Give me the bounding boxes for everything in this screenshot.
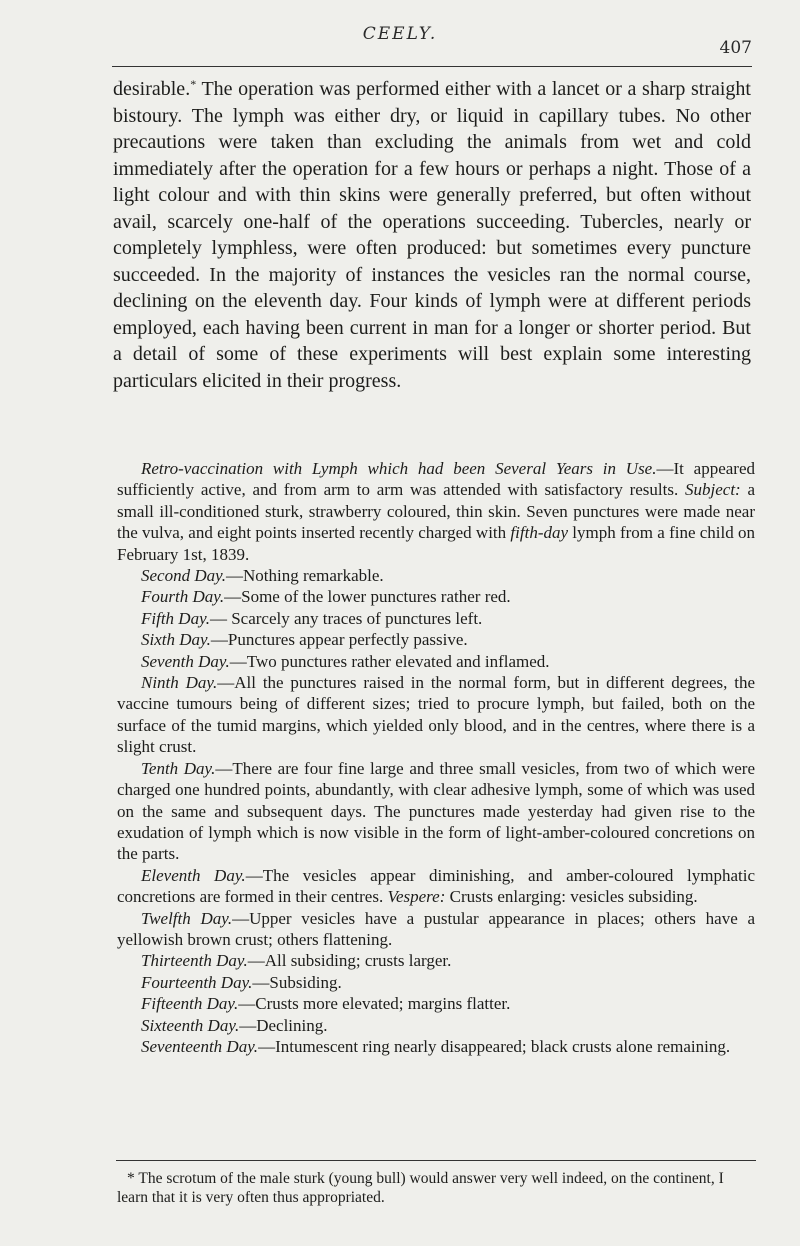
day-label: Seventh Day. bbox=[141, 651, 230, 671]
day-label: Seventeenth Day. bbox=[141, 1036, 259, 1056]
day-entry bbox=[117, 993, 755, 1014]
day-label: Second Day. bbox=[141, 566, 226, 586]
day-text: —Subsiding. bbox=[252, 972, 342, 992]
day-entry bbox=[117, 672, 755, 758]
experiment-intro-text: —It appeared sufficiently active, and from arm to arm was attended with satisfactory results. bbox=[117, 459, 755, 500]
day-text: —All the punctures raised in the normal form, but in different degrees, the vaccine tumours being of different sizes; tried to procure lymph, but failed, both on the surface of the tumid margins, which yielded only blood, and in the centres, where there is a slight crust. bbox=[117, 673, 755, 757]
experiment-intro bbox=[117, 458, 755, 565]
day-text: —All subsiding; crusts larger. bbox=[247, 951, 452, 971]
day-label: Twelfth Day. bbox=[141, 908, 233, 928]
day-text: —The vesicles appear diminishing, and amber-coloured lymphatic concretions are formed in their centres. bbox=[117, 865, 755, 907]
footnote-marker: * bbox=[127, 1170, 135, 1187]
day-text: — Scarcely any traces of punctures left. bbox=[209, 608, 483, 628]
experiment-section bbox=[117, 458, 755, 1057]
subject-emphasis: fifth-day bbox=[510, 523, 569, 543]
day-entry bbox=[117, 1036, 755, 1057]
day-text: —Two punctures rather elevated and inflamed. bbox=[229, 651, 550, 671]
day-entry bbox=[117, 565, 755, 586]
day-text: —Some of the lower punctures rather red. bbox=[224, 587, 511, 607]
footnote-reference: * bbox=[190, 77, 197, 91]
day-label: Sixteenth Day. bbox=[141, 1015, 240, 1035]
subject-label: Subject: bbox=[685, 480, 741, 500]
day-text: —Declining. bbox=[239, 1015, 328, 1035]
day-text: —Intumescent ring nearly disappeared; black crusts alone remaining. bbox=[258, 1036, 731, 1056]
running-head: CEELY. bbox=[362, 24, 438, 44]
day-label: Eleventh Day. bbox=[141, 865, 246, 885]
day-entry bbox=[117, 908, 755, 951]
day-label: Fourth Day. bbox=[141, 587, 225, 607]
day-label: Fourteenth Day. bbox=[141, 972, 253, 992]
day-label: Sixth Day. bbox=[141, 630, 211, 650]
day-entry bbox=[117, 586, 755, 607]
day-entry bbox=[117, 608, 755, 629]
day-entry bbox=[117, 972, 755, 993]
vespere-label: Vespere: bbox=[387, 887, 446, 907]
footnote bbox=[117, 1169, 755, 1207]
experiment-heading: Retro-vaccination with Lymph which had been Several Years in Use. bbox=[141, 459, 657, 478]
header-rule bbox=[112, 66, 752, 67]
day-label: Fifteenth Day. bbox=[141, 994, 239, 1014]
subject-text-1: a small ill-conditioned sturk, strawberry coloured, thin skin. Seven punctures were made near the vulva, and eight points inserted recently charged with bbox=[117, 480, 756, 543]
day-entry bbox=[117, 758, 755, 865]
main-paragraph bbox=[113, 76, 751, 394]
day-entry bbox=[117, 865, 755, 908]
vespere-text: Crusts enlarging: vesicles subsiding. bbox=[445, 887, 698, 907]
day-entry bbox=[117, 950, 755, 971]
main-text-rest: The operation was performed either with a lancet or a sharp straight bistoury. The lymph was either dry, or liquid in capillary tubes. No other precautions were taken than excluding the animals from wet and cold immediately after the operation for a few hours or perhaps a night. Those of a light colour and with thin skins were generally preferred, but often without avail, scarcely one-half of the operations succeeding. Tubercles, nearly or completely lymphless, were often produced: but sometimes every puncture succeeded. In the majority of instances the vesicles ran the normal course, declining on the eleventh day. Four kinds of lymph were at different periods employed, each having been current in man for a longer or shorter period. But a detail of some of these experiments will best explain some interesting particulars elicited in their progress. bbox=[113, 78, 751, 392]
footnote-rule bbox=[116, 1160, 756, 1161]
day-label: Fifth Day. bbox=[141, 608, 210, 628]
day-text: —Upper vesicles have a pustular appearance in places; others have a yellowish brown crust; others flattening. bbox=[117, 908, 755, 949]
day-text: —Punctures appear perfectly passive. bbox=[210, 630, 468, 650]
day-entry bbox=[117, 629, 755, 650]
footnote-text: The scrotum of the male sturk (young bull) would answer very well indeed, on the continent, I learn that it is very often thus appropriated. bbox=[117, 1170, 724, 1206]
footnote-paragraph bbox=[117, 1169, 755, 1207]
day-entry bbox=[117, 651, 755, 672]
subject-text-2: lymph from a fine child on February 1st, 1839. bbox=[117, 523, 755, 564]
page-number: 407 bbox=[719, 38, 752, 58]
main-text-start: desirable. bbox=[113, 78, 191, 100]
day-entry bbox=[117, 1015, 755, 1036]
day-text: —Crusts more elevated; margins flatter. bbox=[238, 994, 511, 1014]
day-text: —Nothing remarkable. bbox=[225, 566, 384, 586]
day-label: Thirteenth Day. bbox=[141, 951, 248, 971]
day-label: Tenth Day. bbox=[141, 758, 216, 778]
day-label: Ninth Day. bbox=[141, 673, 218, 693]
day-text: —There are four fine large and three small vesicles, from two of which were charged one hundred points, abundantly, with clear adhesive lymph, some of which was used on the same and subsequent days. The punctures made yesterday had given rise to the exudation of lymph which is now visible in the form of light-amber-coloured concretions on the parts. bbox=[117, 758, 755, 864]
